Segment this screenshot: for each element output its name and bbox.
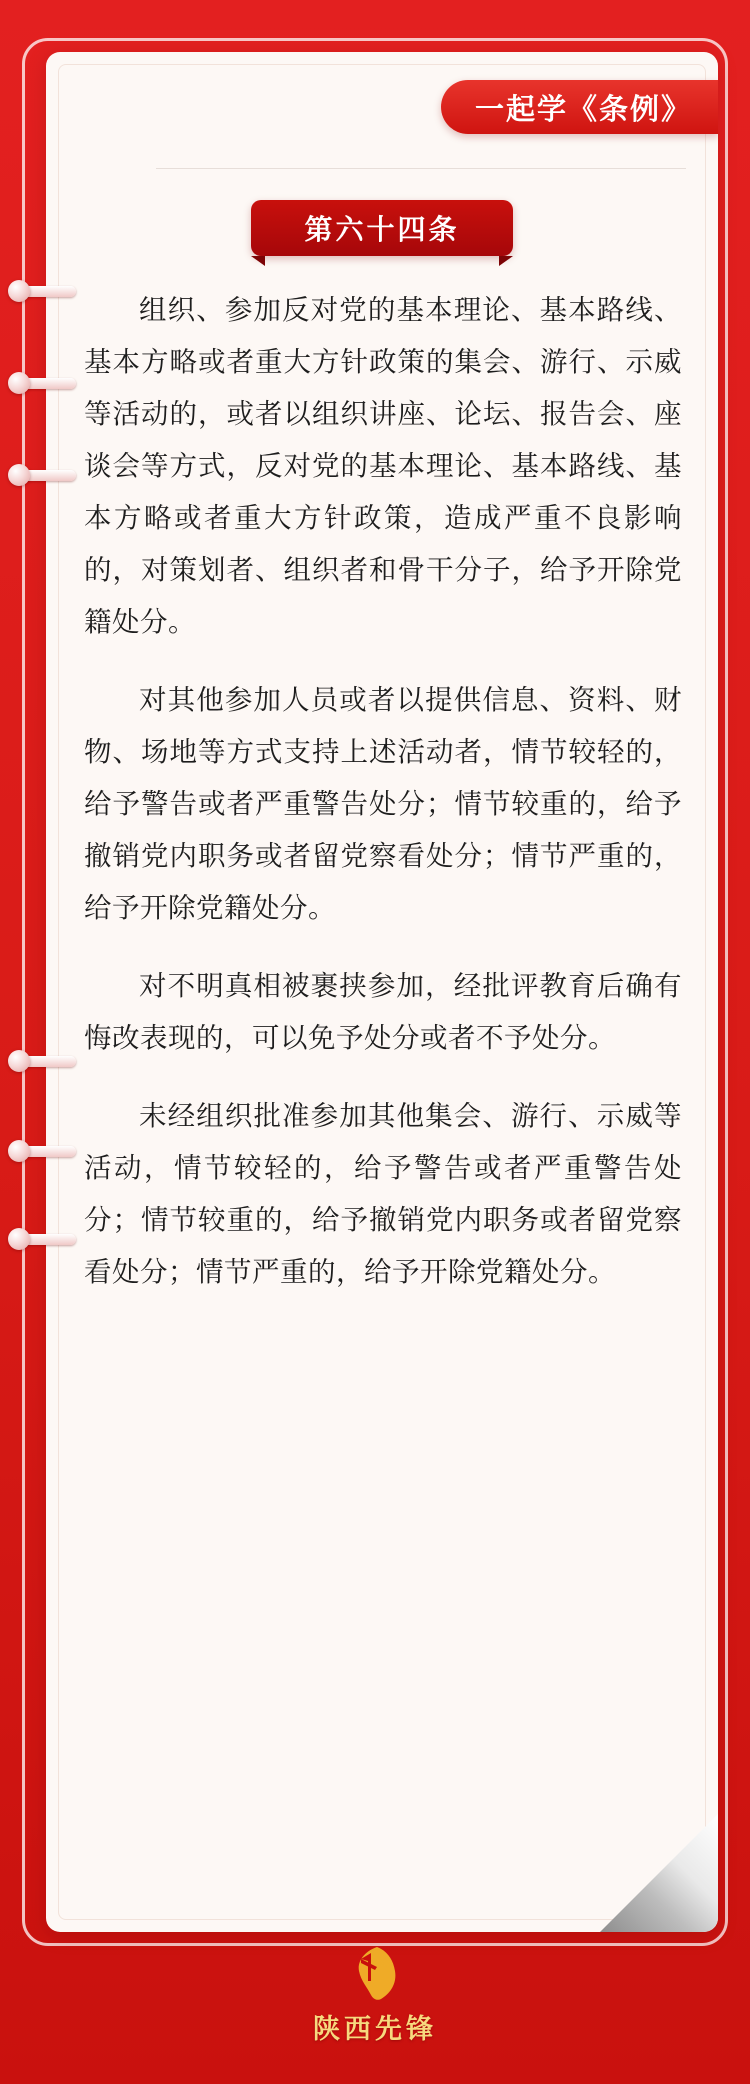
- binder-ring-knob: [8, 372, 30, 394]
- footer-emblem: [327, 1943, 423, 2005]
- binder-ring: [8, 464, 78, 486]
- binder-ring-knob: [8, 1228, 30, 1250]
- party-emblem-icon: [347, 1943, 407, 2003]
- paragraph: 对不明真相被裹挟参加，经批评教育后确有悔改表现的，可以免予处分或者不予处分。: [84, 970, 682, 1053]
- footer: [0, 1936, 750, 2046]
- title-ribbon: 一起学《条例》: [441, 80, 718, 134]
- binder-ring-knob: [8, 1050, 30, 1072]
- binder-spine: [22, 38, 46, 1946]
- binder-ring-knob: [8, 1140, 30, 1162]
- header-divider: [156, 168, 686, 169]
- paragraph: 对其他参加人员或者以提供信息、资料、财物、场地等方式支持上述活动者，情节较轻的，给予警告或者严重警告处分；情节较重的，给予撤销党内职务或者留党察看处分；情节严重的，给予开除党籍处分。: [84, 684, 682, 923]
- binder-ring: [8, 1228, 78, 1250]
- page-curl-decoration: [600, 1814, 718, 1932]
- article-body: [84, 284, 682, 1324]
- binder-ring-knob: [8, 280, 30, 302]
- article-number-badge: 第六十四条: [251, 200, 513, 256]
- content-card: [46, 52, 718, 1932]
- paragraph: 未经组织批准参加其他集会、游行、示威等活动，情节较轻的，给予警告或者严重警告处分；情节较重的，给予撤销党内职务或者留党察看处分；情节严重的，给予开除党籍处分。: [84, 1100, 682, 1287]
- binder-ring: [8, 1140, 78, 1162]
- binder-ring: [8, 372, 78, 394]
- binder-ring: [8, 1050, 78, 1072]
- footer-brand-text: 陕西先锋: [313, 2014, 437, 2044]
- binder-ring: [8, 280, 78, 302]
- paragraph: 组织、参加反对党的基本理论、基本路线、基本方略或者重大方针政策的集会、游行、示威等活动的，或者以组织讲座、论坛、报告会、座谈会等方式，反对党的基本理论、基本路线、基本方略或者重大方针政策，造成严重不良影响的，对策划者、组织者和骨干分子，给予开除党籍处分。: [84, 294, 682, 637]
- binder-ring-knob: [8, 464, 30, 486]
